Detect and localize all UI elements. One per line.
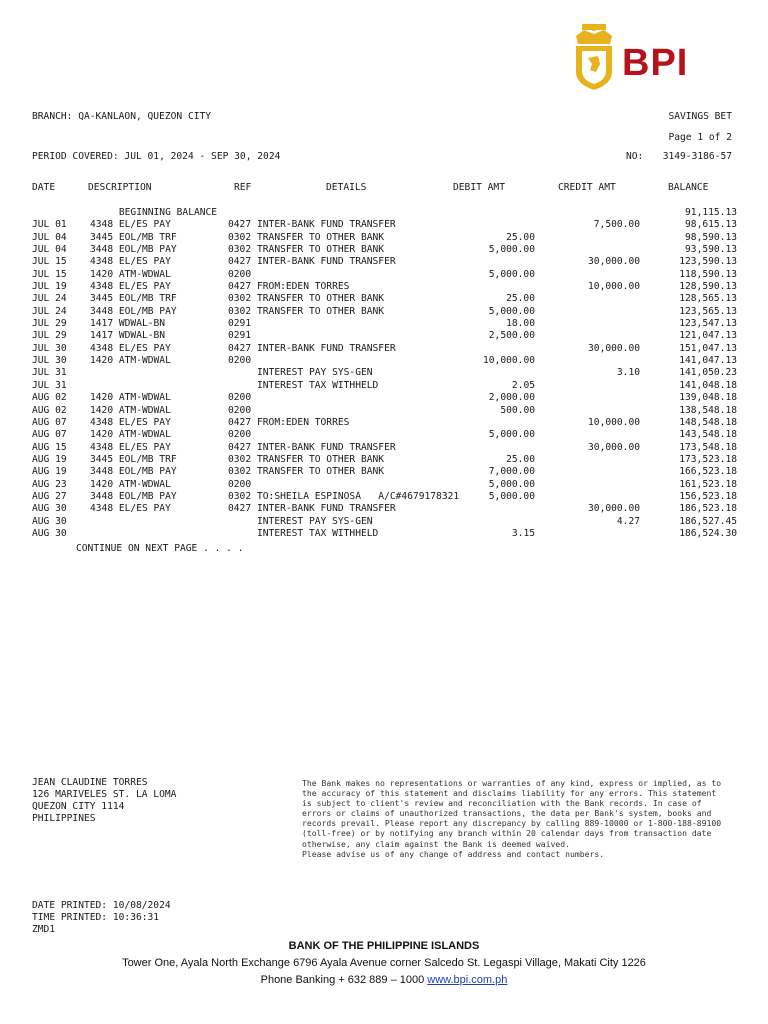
row-date: AUG 27	[32, 490, 67, 502]
row-description: 4348 EL/ES PAY	[90, 416, 171, 428]
row-debit	[461, 256, 535, 268]
row-credit	[535, 306, 640, 318]
row-description: 1420 ATM-WDWAL	[90, 478, 171, 490]
table-row	[32, 343, 737, 355]
row-debit	[461, 516, 535, 528]
row-debit: 3.15	[511, 527, 535, 539]
row-ref: 0427	[228, 416, 252, 428]
row-balance: 161,523.18	[679, 478, 737, 490]
row-description	[90, 528, 228, 540]
row-debit: 25.00	[506, 231, 535, 243]
table-row	[32, 417, 737, 429]
row-details: TO:SHEILA ESPINOSA A/C#4679178321	[257, 490, 460, 502]
row-date: JUL 30	[32, 355, 67, 367]
col-details: DETAILS	[326, 182, 367, 193]
row-description: 4348 EL/ES PAY	[90, 281, 171, 293]
row-description: 1420 ATM-WDWAL	[90, 404, 171, 416]
row-balance: 121,047.13	[679, 330, 737, 342]
row-ref: 0302	[228, 466, 252, 478]
row-description	[90, 367, 228, 379]
row-debit	[461, 281, 535, 293]
table-row	[32, 429, 737, 441]
row-debit: 5,000.00	[488, 305, 535, 317]
row-description: 3445 EOL/MB TRF	[90, 293, 177, 305]
row-details: TRANSFER TO OTHER BANK	[257, 466, 385, 478]
col-debit: DEBIT AMT	[453, 182, 505, 193]
row-debit: 10,000.00	[483, 355, 535, 367]
customer-name: JEAN CLAUDINE TORRES	[32, 777, 148, 788]
row-details: INTEREST PAY SYS-GEN	[257, 515, 373, 527]
row-ref: 0302	[228, 490, 252, 502]
row-balance: 123,565.13	[679, 305, 737, 317]
row-balance: 141,047.13	[679, 355, 737, 367]
col-balance: BALANCE	[668, 182, 709, 193]
row-ref: 0427	[228, 256, 252, 268]
row-ref	[228, 207, 257, 219]
row-details: TRANSFER TO OTHER BANK	[257, 231, 385, 243]
table-row	[32, 528, 737, 540]
row-balance: 98,590.13	[685, 231, 737, 243]
row-balance: 118,590.13	[679, 268, 737, 280]
table-row	[32, 256, 737, 268]
row-ref	[228, 516, 257, 528]
row-credit	[535, 232, 640, 244]
row-description: 4348 EL/ES PAY	[90, 256, 171, 268]
row-ref: 0302	[228, 453, 252, 465]
row-credit	[535, 380, 640, 392]
row-description: 1420 ATM-WDWAL	[90, 429, 171, 441]
footer-phone-text: Phone Banking + 632 889 – 1000	[260, 974, 428, 986]
row-balance: 141,050.23	[679, 367, 737, 379]
row-credit	[535, 528, 640, 540]
table-row	[32, 219, 737, 231]
row-description	[90, 380, 228, 392]
row-date: AUG 07	[32, 416, 67, 428]
col-description: DESCRIPTION	[88, 182, 152, 193]
print-code: ZMD1	[32, 924, 56, 935]
row-balance: 186,523.18	[679, 503, 737, 515]
row-details: FROM:EDEN TORRES	[257, 281, 350, 293]
row-details: TRANSFER TO OTHER BANK	[257, 244, 385, 256]
transactions-table	[32, 207, 737, 540]
row-credit	[535, 454, 640, 466]
row-details	[257, 429, 461, 441]
row-debit	[461, 442, 535, 454]
col-credit: CREDIT AMT	[558, 182, 616, 193]
row-credit	[535, 207, 640, 219]
customer-address-line1: 126 MARIVELES ST. LA LOMA	[32, 789, 177, 800]
table-row	[32, 405, 737, 417]
row-description: 3445 EOL/MB TRF	[90, 231, 177, 243]
table-row	[32, 454, 737, 466]
row-ref: 0302	[228, 231, 252, 243]
row-debit	[461, 417, 535, 429]
row-details: TRANSFER TO OTHER BANK	[257, 453, 385, 465]
website-link[interactable]: www.bpi.com.ph	[427, 974, 508, 986]
row-description: BEGINNING BALANCE	[90, 207, 218, 218]
row-balance: 123,590.13	[679, 256, 737, 268]
row-details: INTEREST TAX WITHHELD	[257, 379, 379, 391]
table-row	[32, 207, 737, 219]
row-debit: 2,500.00	[488, 330, 535, 342]
row-debit: 5,000.00	[488, 268, 535, 280]
row-credit: 30,000.00	[588, 441, 640, 453]
row-ref: 0427	[228, 281, 252, 293]
row-ref	[228, 380, 257, 392]
row-debit: 5,000.00	[488, 429, 535, 441]
row-credit: 30,000.00	[588, 256, 640, 268]
row-ref: 0291	[228, 318, 252, 330]
account-no-label: NO:	[626, 151, 644, 162]
row-debit: 2,000.00	[488, 392, 535, 404]
table-row	[32, 232, 737, 244]
row-balance: 98,615.13	[685, 219, 737, 231]
row-ref: 0200	[228, 355, 252, 367]
row-balance: 166,523.18	[679, 466, 737, 478]
row-ref: 0200	[228, 478, 252, 490]
row-balance: 128,590.13	[679, 281, 737, 293]
row-date: JUL 15	[32, 256, 67, 268]
row-credit	[535, 405, 640, 417]
row-ref: 0291	[228, 330, 252, 342]
row-ref: 0200	[228, 429, 252, 441]
row-date: AUG 07	[32, 429, 67, 441]
row-ref: 0427	[228, 441, 252, 453]
logo-text: BPI	[622, 42, 689, 84]
row-details	[257, 355, 461, 367]
row-balance: 138,548.18	[679, 404, 737, 416]
footer	[0, 938, 768, 989]
row-balance: 141,048.18	[679, 379, 737, 391]
row-debit	[461, 219, 535, 231]
table-row	[32, 466, 737, 478]
row-balance: 148,548.18	[679, 416, 737, 428]
row-debit: 5,000.00	[488, 490, 535, 502]
row-details	[257, 330, 461, 342]
row-date: AUG 30	[32, 515, 67, 527]
row-ref	[228, 528, 257, 540]
row-debit: 25.00	[506, 293, 535, 305]
account-number: 3149-3186-57	[662, 151, 732, 162]
footer-address: Tower One, Ayala North Exchange 6796 Ayala Avenue corner Salcedo St. Legaspi Village, Makati City 1226	[122, 957, 646, 969]
col-ref: REF	[234, 182, 252, 193]
row-date: AUG 30	[32, 503, 67, 515]
row-description: 3448 EOL/MB PAY	[90, 466, 177, 478]
row-date: AUG 19	[32, 453, 67, 465]
branch-label: BRANCH: QA-KANLAON, QUEZON CITY	[32, 111, 212, 122]
row-details: INTER-BANK FUND TRANSFER	[257, 342, 396, 354]
row-credit	[535, 269, 640, 281]
row-details	[257, 479, 461, 491]
table-row	[32, 516, 737, 528]
table-row	[32, 442, 737, 454]
row-balance: 186,524.30	[679, 527, 737, 539]
row-date: AUG 19	[32, 466, 67, 478]
row-credit: 3.10	[616, 367, 640, 379]
row-description: 4348 EL/ES PAY	[90, 441, 171, 453]
row-description: 3448 EOL/MB PAY	[90, 490, 177, 502]
row-description: 1420 ATM-WDWAL	[90, 268, 171, 280]
row-date: AUG 15	[32, 441, 67, 453]
row-details	[257, 318, 461, 330]
row-date: JUL 31	[32, 379, 67, 391]
row-ref: 0200	[228, 404, 252, 416]
row-debit	[461, 367, 535, 379]
row-description: 3448 EOL/MB PAY	[90, 244, 177, 256]
row-date: JUL 29	[32, 318, 67, 330]
row-credit	[535, 392, 640, 404]
row-credit	[535, 293, 640, 305]
row-ref: 0200	[228, 268, 252, 280]
row-credit: 30,000.00	[588, 342, 640, 354]
row-date: JUL 04	[32, 244, 67, 256]
row-details: INTER-BANK FUND TRANSFER	[257, 503, 396, 515]
footer-bank-name: BANK OF THE PHILIPPINE ISLANDS	[288, 940, 480, 952]
row-debit: 18.00	[506, 318, 535, 330]
row-date: JUL 30	[32, 342, 67, 354]
row-credit: 4.27	[616, 515, 640, 527]
row-date: JUL 31	[32, 367, 67, 379]
row-credit: 30,000.00	[588, 503, 640, 515]
row-ref: 0200	[228, 392, 252, 404]
table-row	[32, 367, 737, 379]
page-indicator: Page 1 of 2	[668, 132, 732, 143]
row-debit: 500.00	[500, 404, 535, 416]
table-row	[32, 330, 737, 342]
row-ref: 0302	[228, 293, 252, 305]
row-description	[90, 516, 228, 528]
table-row	[32, 355, 737, 367]
row-debit	[461, 207, 535, 219]
row-ref: 0427	[228, 219, 252, 231]
row-description: 3448 EOL/MB PAY	[90, 305, 177, 317]
row-date: JUL 01	[32, 219, 67, 231]
row-balance: 128,565.13	[679, 293, 737, 305]
row-date: JUL 24	[32, 293, 67, 305]
row-details: FROM:EDEN TORRES	[257, 416, 350, 428]
row-details: INTEREST PAY SYS-GEN	[257, 367, 373, 379]
row-details	[257, 207, 461, 219]
row-date: JUL 24	[32, 305, 67, 317]
row-details: INTER-BANK FUND TRANSFER	[257, 441, 396, 453]
row-date: AUG 02	[32, 392, 67, 404]
crown-shield-icon	[570, 24, 618, 92]
row-ref: 0302	[228, 305, 252, 317]
footer-phone	[0, 972, 768, 989]
account-type: SAVINGS BET	[668, 111, 732, 122]
row-balance: 173,548.18	[679, 441, 737, 453]
row-description: 3445 EOL/MB TRF	[90, 453, 177, 465]
table-row	[32, 503, 737, 515]
row-debit: 5,000.00	[488, 244, 535, 256]
row-date: JUL 15	[32, 268, 67, 280]
row-credit	[535, 479, 640, 491]
row-date: JUL 04	[32, 231, 67, 243]
row-date	[32, 207, 90, 219]
row-details: INTER-BANK FUND TRANSFER	[257, 256, 396, 268]
customer-country: PHILIPPINES	[32, 813, 96, 824]
row-debit: 5,000.00	[488, 478, 535, 490]
customer-address-line2: QUEZON CITY 1114	[32, 801, 125, 812]
row-details	[257, 392, 461, 404]
row-balance: 139,048.18	[679, 392, 737, 404]
row-balance: 123,547.13	[679, 318, 737, 330]
time-printed: TIME PRINTED: 10:36:31	[32, 912, 160, 923]
row-debit	[461, 343, 535, 355]
row-debit: 25.00	[506, 453, 535, 465]
row-date: JUL 19	[32, 281, 67, 293]
row-balance: 173,523.18	[679, 453, 737, 465]
row-debit	[461, 503, 535, 515]
row-description: 1420 ATM-WDWAL	[90, 392, 171, 404]
row-credit	[535, 491, 640, 503]
row-debit: 2.05	[511, 379, 535, 391]
row-credit	[535, 244, 640, 256]
table-row	[32, 269, 737, 281]
row-description: 1417 WDWAL-BN	[90, 318, 166, 330]
row-balance: 93,590.13	[685, 244, 737, 256]
row-balance: 186,527.45	[679, 515, 737, 527]
table-row	[32, 306, 737, 318]
row-date: JUL 29	[32, 330, 67, 342]
row-date: AUG 23	[32, 478, 67, 490]
row-balance: 91,115.13	[685, 207, 737, 218]
row-credit: 7,500.00	[593, 219, 640, 231]
row-ref: 0427	[228, 503, 252, 515]
col-date: DATE	[32, 182, 56, 193]
table-row	[32, 380, 737, 392]
row-details: TRANSFER TO OTHER BANK	[257, 305, 385, 317]
row-description: 4348 EL/ES PAY	[90, 342, 171, 354]
row-balance: 143,548.18	[679, 429, 737, 441]
table-row	[32, 244, 737, 256]
row-debit: 7,000.00	[488, 466, 535, 478]
table-row	[32, 491, 737, 503]
table-row	[32, 281, 737, 293]
row-ref: 0302	[228, 244, 252, 256]
row-details: INTER-BANK FUND TRANSFER	[257, 219, 396, 231]
row-details	[257, 269, 461, 281]
row-date: AUG 02	[32, 404, 67, 416]
table-row	[32, 392, 737, 404]
continue-note: CONTINUE ON NEXT PAGE . . . .	[76, 543, 244, 554]
row-credit: 10,000.00	[588, 281, 640, 293]
row-date: AUG 30	[32, 527, 67, 539]
table-row	[32, 293, 737, 305]
row-credit	[535, 318, 640, 330]
row-ref	[228, 367, 257, 379]
row-description: 4348 EL/ES PAY	[90, 219, 171, 231]
row-balance: 156,523.18	[679, 490, 737, 502]
row-credit	[535, 355, 640, 367]
table-row	[32, 318, 737, 330]
row-description: 4348 EL/ES PAY	[90, 503, 171, 515]
row-credit	[535, 330, 640, 342]
disclaimer-text: The Bank makes no representations or warranties of any kind, express or implied, as to the accuracy of this statement and disclaims liability for any errors. This statement is subject to client's review and reconciliation with the Bank records. In case of errors or claims of unauthorized transactions, the data per Bank's system, books and records prevail. Please report any discrepancy by calling 889-10000 or 1-800-188-89100 (toll-free) or by notifying any branch within 20 calendar days from transaction date otherwise, any claim against the Bank is deemed waived. Please advise us of any change of address and contact numbers.	[302, 778, 722, 859]
row-credit: 10,000.00	[588, 416, 640, 428]
table-row	[32, 479, 737, 491]
row-ref: 0427	[228, 342, 252, 354]
row-credit	[535, 466, 640, 478]
date-printed: DATE PRINTED: 10/08/2024	[32, 900, 171, 911]
bpi-logo	[570, 22, 700, 94]
period-covered: PERIOD COVERED: JUL 01, 2024 - SEP 30, 2024	[32, 151, 281, 162]
row-details: TRANSFER TO OTHER BANK	[257, 293, 385, 305]
row-details	[257, 405, 461, 417]
row-balance: 151,047.13	[679, 342, 737, 354]
row-details: INTEREST TAX WITHHELD	[257, 527, 379, 539]
row-description: 1417 WDWAL-BN	[90, 330, 166, 342]
row-description: 1420 ATM-WDWAL	[90, 355, 171, 367]
row-credit	[535, 429, 640, 441]
